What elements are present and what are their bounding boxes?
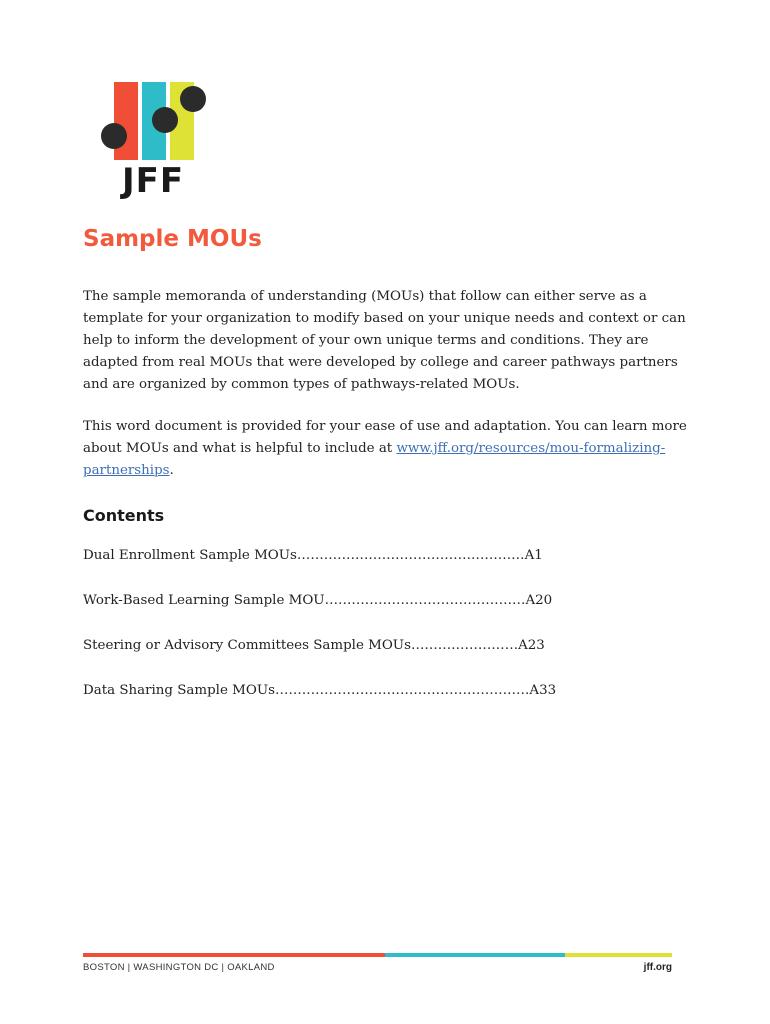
- jff-logo: [96, 78, 216, 202]
- footer-site[interactable]: jff.org: [643, 962, 672, 973]
- toc-item-steering-committees[interactable]: Steering or Advisory Committees Sample MOUs……………………A23: [83, 638, 545, 653]
- table-of-contents: [83, 545, 643, 725]
- footer-bar-yellow: [565, 953, 672, 957]
- resource-paragraph-end: .: [169, 463, 174, 478]
- jff-logo-mark-icon: [96, 78, 216, 168]
- mou-resource-link[interactable]: www.jff.org/resources/mou-formalizing-partnerships: [83, 441, 666, 478]
- jff-logo-text: JFF: [122, 161, 185, 201]
- footer-color-bar: [83, 953, 672, 957]
- contents-heading: Contents: [83, 506, 165, 525]
- intro-paragraph: The sample memoranda of understanding (MOUs) that follow can either serve as a template for your organization to modify based on your unique needs and context or can help to inform the development of your own unique terms and conditions. They are adapted from real MOUs that were developed by college and career pathways partners and are organized by common types of pathways-related MOUs.: [83, 289, 686, 392]
- toc-item-data-sharing[interactable]: Data Sharing Sample MOUs…………………………………………………A33: [83, 683, 557, 698]
- toc-item-work-based-learning[interactable]: Work-Based Learning Sample MOU………………………………………A20: [83, 593, 553, 608]
- toc-item-dual-enrollment[interactable]: Dual Enrollment Sample MOUs……………………………………………A1: [83, 548, 543, 563]
- footer-bar-teal: [385, 953, 565, 957]
- resource-paragraph: [83, 416, 693, 482]
- page-title: Sample MOUs: [83, 226, 262, 252]
- footer-bar-red: [83, 953, 385, 957]
- footer-locations: BOSTON | WASHINGTON DC | OAKLAND: [83, 962, 275, 973]
- resource-paragraph-text: This word document is provided for your ease of use and adaptation. You can learn more about MOUs and what is helpful to include at: [83, 419, 687, 456]
